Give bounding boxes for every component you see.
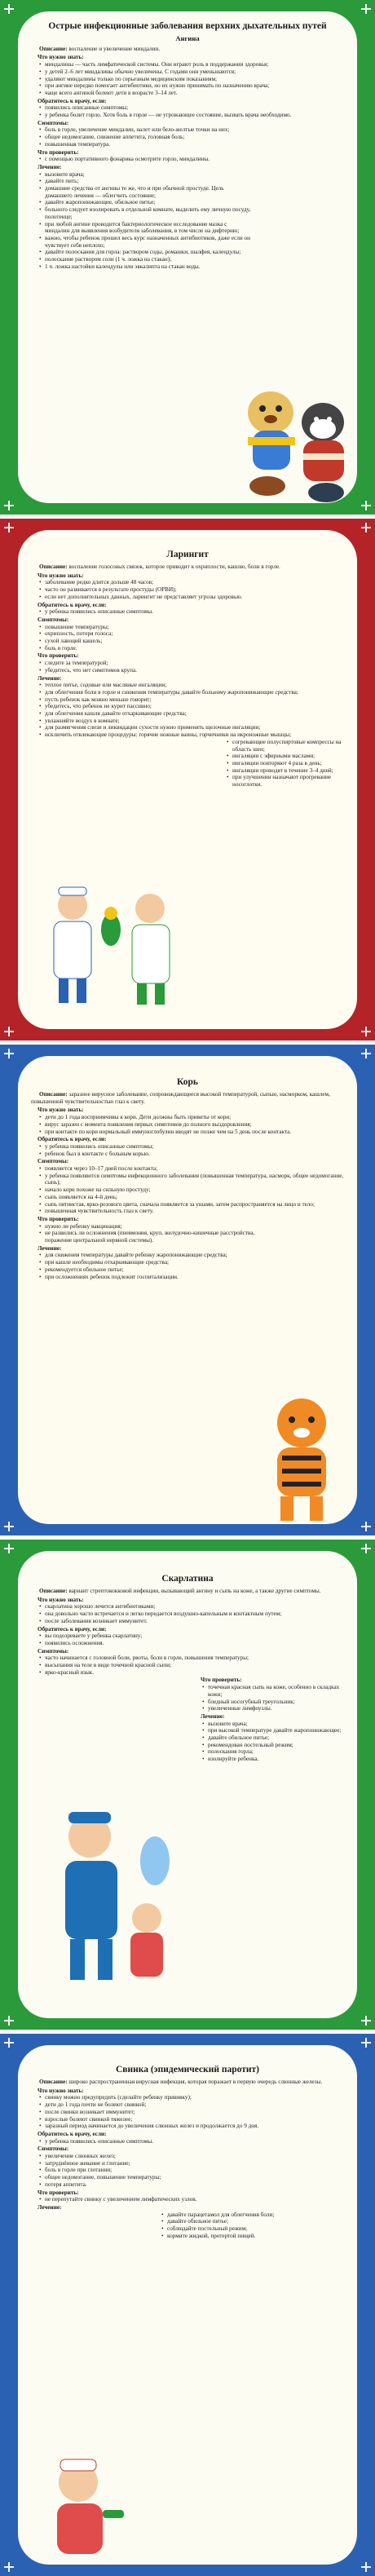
know-list: • миндалины — часть лимфатической системы. Они играют роль в поддержании здоровья; • у детей 2–6 лет миндалины обычно увеличены. С годами они уменьшаются; • удаляют миндалины только по серьезным медицинским показаниям; • при ангине нередко помогает антибиотики, но их нужно принимать по назначению врача; • чаще всего ангиной болеют дети в возрасте 3–14 лет. xyxy=(31,61,344,97)
corner-plus-icon xyxy=(4,501,14,510)
card-kor xyxy=(18,1056,357,1524)
section-heading: Обратитесь к врачу, если: xyxy=(38,2130,107,2137)
symptoms-list: • повышение температуры; • охриплость, потеря голоса; • сухой лающий кашель; • боль в горле. xyxy=(31,624,344,652)
section-heading: Что проверить: xyxy=(201,1677,242,1684)
corner-plus-icon xyxy=(361,2038,371,2048)
corner-plus-icon xyxy=(4,1544,14,1553)
doctor-list: • появились описанные симптомы; • у ребенка болит горло. Хотя боль в горле — не угрожающее состояние, вызвать врача необходимо. xyxy=(31,104,344,118)
corner-plus-icon xyxy=(361,1027,371,1036)
card-svinka-panel xyxy=(0,2034,375,2576)
corner-plus-icon xyxy=(4,2016,14,2026)
doctor-list: • вы подозреваете у ребенка скарлатину; • появились осложнения. xyxy=(31,1633,344,1646)
section-heading: Лечение: xyxy=(38,163,62,170)
corner-plus-icon xyxy=(4,4,14,14)
symptoms-list: • боль в горле, увеличение миндалин, налет или бело-желтые точки на них; • общее недомогание, снижение аппетита, головная боль; • повышенная температура. xyxy=(31,126,344,148)
card-scarlet-panel xyxy=(0,1540,375,2030)
section-heading: Что нужно знать: xyxy=(38,2087,84,2094)
corner-plus-icon xyxy=(361,1049,371,1058)
doctor-child-illustration xyxy=(33,1796,179,1999)
section-heading: Что проверить: xyxy=(38,652,79,660)
card-title: Острые инфекционные заболевания верхних дыхательных путей xyxy=(48,21,327,31)
description: Описание: воспаление и увеличение миндалин. xyxy=(39,45,161,52)
corner-plus-icon xyxy=(4,2038,14,2048)
treat-list-extra: • согревающие полуспиртовые компрессы на область шеи; • ингаляции с эфирными маслами; • ингаляции повторяют 4 раза в день; • ингаляции проводят в течение 3–4 дней; • при улучшении назначают прогревание носоглотки. xyxy=(218,739,344,789)
check-list: • нужно ли ребенку вакцинация; • не развились ли осложнения (пневмония, круп, желудочно-кишечные расстройства, поражение центральной нервной системы). xyxy=(31,1223,259,1244)
treat-list: • вызовите врача; • при высокой температуре давайте жаропонижающее; • давайте обильное питье; • рекомендован постельный режим; • полоскания горла; • изолируйте ребенка. xyxy=(194,1721,344,1763)
card-angina xyxy=(18,11,357,503)
section-heading: Симптомы: xyxy=(38,2145,69,2153)
section-heading: Лечение: xyxy=(38,2203,62,2211)
description: Описание: воспаление голосовых связок, которое приводит к охриплости, кашлю, боли в горле. xyxy=(39,563,280,570)
treat-list: • давайте парацетамол для облегчения боли; • давайте обильное питье; • соблюдайте постельный режим; • кормите жидкой, протертой пищей. xyxy=(153,2211,344,2240)
doctor-list: • у ребенка появились описанные симптомы. xyxy=(31,2138,344,2145)
treat-list: • вызовите врача; • давайте пить; • домашние средства от ангины те же, что и при обычной простуде. Цель домашнего лечения — облегчить состояние; • давайте жаропонижающие, обильное питье; • больного следует изолировать в отдельной комнате, выделить ему личную посуду, полотенце; • при любой ангине проводится бактериологическое исследование мазка с миндалин для выявления возбудителя заболевания, в том числе на дифтерию; • важно, чтобы ребенок прошел весь курс назначенных антибиотиков, даже если он чувствует себя неплохо; • давайте полоскания для горла: раствором соды, ромашки, шалфея, календулы; • полоскание раствором соли (1 ч. ложка на стакан); • 1 ч. ложка настойки календулы или эвкалипта на стакан воды. xyxy=(31,171,251,271)
know-list: • заболевание редко длится дольше 48 часов; • часто он развивается в результате простуды (ОРВИ); • если нет дополнительных данных, ларингит не представляет угрозы здоровью. xyxy=(31,579,344,600)
corner-plus-icon xyxy=(361,523,371,532)
check-list: • следите за температурой; • убедитесь, что нет симптомов крупа. xyxy=(31,660,344,674)
corner-plus-icon xyxy=(361,501,371,510)
corner-plus-icon xyxy=(361,2562,371,2572)
card-title: Корь xyxy=(177,1077,198,1087)
check-list: • с помощью портативного фонарика осмотрите горло, миндалины. xyxy=(31,156,344,163)
card-title: Скарлатина xyxy=(161,1574,214,1584)
section-heading: Что проверить: xyxy=(38,148,79,156)
card-title: Свинка (эпидемический паротит) xyxy=(116,2065,259,2074)
corner-plus-icon xyxy=(4,1522,14,1531)
section-heading: Что проверить: xyxy=(38,1215,79,1222)
card-angina-panel xyxy=(0,0,375,515)
tiger-illustration xyxy=(253,1390,351,1524)
know-list: • свинку можно предупредить (сделайте ребенку прививку); • дети до 1 года почти не болеют свинкой; • после свинки возникает иммунитет; • взрослые болеют свинкой тяжелее; • заразный период начинается до увеличения слюнных желез и продолжается до 9 дня. xyxy=(31,2094,344,2130)
section-heading: Лечение: xyxy=(38,674,62,682)
section-heading: Обратитесь к врачу, если: xyxy=(38,601,107,608)
section-heading: Лечение: xyxy=(38,1244,62,1252)
corner-plus-icon xyxy=(361,1522,371,1531)
doctor-list: • у ребенка появились описанные симптомы; • ребенок был в контакте с больным корью. xyxy=(31,1143,344,1157)
description: Описание: вариант стрептококковой инфекции, вызывающий ангину и сыпь на коже, а также другие симптомы. xyxy=(39,1588,321,1594)
corner-plus-icon xyxy=(4,1027,14,1036)
card-laringit xyxy=(18,530,357,1029)
section-heading: Обратитесь к врачу, если: xyxy=(38,1136,107,1143)
section-heading: Симптомы: xyxy=(38,1647,69,1655)
animals-illustration xyxy=(238,364,352,503)
section-heading: Лечение: xyxy=(201,1712,225,1720)
section-heading: Симптомы: xyxy=(38,1158,69,1165)
symptoms-list: • появляется через 10–17 дней после контакта; • у ребенка появляются симптомы инфекционного заболевания (повышенная температура, насморк, общее недомогание, сыпь); • начало кори похоже на сильную простуду; • сыпь появляется на 4-й день; • сыпь пятнистая, ярко-розового цвета, сначала появляется за ушами, затем распространяется на лицо и тело; • повышенная чувствительность глаз к свету. xyxy=(31,1165,344,1215)
section-heading: Что нужно знать: xyxy=(38,572,84,579)
card-kor-panel xyxy=(0,1045,375,1535)
section-heading: Что проверить: xyxy=(38,2189,79,2196)
section-heading: Симптомы: xyxy=(38,616,69,623)
card-subtitle: Ангина xyxy=(175,34,200,42)
doctor-list: • у ребенка появились описанные симптомы. xyxy=(31,608,344,616)
doctors-illustration xyxy=(36,881,199,1011)
treat-list: • теплое питье, содовые или масляные ингаляции; • для облегчения боли в горле и снижения температуры давайте больному жаропонижающие средства; • пусть ребенок как можно меньше говорит; • убедитесь, что ребенок не курит пассивно; • для облегчения кашля давайте отхаркивающие средства; • увлажняйте воздух в комнате; • для размягчения слизи и ликвидации сухости нужно применять щелочные ингаляции; • исключить отвлекающие процедуры: горячие ножные ванны, горчичники на икроножные мышцы; xyxy=(31,682,344,739)
section-heading: Обратитесь к врачу, если: xyxy=(38,97,107,104)
section-heading: Что нужно знать: xyxy=(38,1596,84,1603)
symptoms-list: • часто начинается с головной боли, рвоты, боли в горле, повышения температуры; • высыпания на теле в виде точечной красной сыпи; • ярко-красный язык. xyxy=(31,1655,344,1676)
treat-list: • для снижения температуры давайте ребенку жаропонижающие средства; • при кашле необходимы отхаркивающие средства; • рекомендуется обильное питье; • при осложнениях ребенок подлежит госпитализации. xyxy=(31,1252,259,1280)
card-scarlet xyxy=(18,1551,357,2018)
know-list: • скарлатина хорошо лечится антибиотиками; • она довольно часто встречается и легко передается воздушно-капельным и контактным путем; • после заболевания возникает иммунитет. xyxy=(31,1603,344,1624)
section-heading: Обратитесь к врачу, если: xyxy=(38,1625,107,1633)
corner-plus-icon xyxy=(4,2562,14,2572)
section-heading: Что нужно знать: xyxy=(38,1107,84,1114)
check-list: • не перепутайте свинку с увеличением лимфатических узлов. xyxy=(31,2196,344,2203)
section-heading: Симптомы: xyxy=(38,119,69,126)
section-heading: Что нужно знать: xyxy=(38,54,84,61)
description: Описание: заразное вирусное заболевание, сопровождающееся высокой температурой, сыпью, насморком, кашлем, повышенной чувствительностью глаз к свету. xyxy=(31,1091,330,1105)
corner-plus-icon xyxy=(361,1544,371,1553)
card-svinka xyxy=(18,2045,357,2565)
know-list: • дети до 1 года восприимчивы к кори. Дети должны быть привиты от кори; • вирус заразен с момента появления первых симптомов до полного выздоровления; • при контакте по кори нормальный иммуноглобулин вводят не позже чем на 5 день после контакта. xyxy=(31,1114,344,1135)
corner-plus-icon xyxy=(4,1049,14,1058)
description: Описание: широко распространенная вирусная инфекция, которая поражает в первую очередь слюнные железы. xyxy=(39,2079,323,2085)
check-list: • точечная красная сыпь на коже, особенно в складках кожи; • бледный носогубный треугольник; • увеличенные лимфоузлы. xyxy=(194,1684,344,1712)
corner-plus-icon xyxy=(361,4,371,14)
doctor-illustration xyxy=(29,2453,135,2565)
corner-plus-icon xyxy=(361,2016,371,2026)
card-laringit-panel xyxy=(0,519,375,1041)
card-title: Ларингит xyxy=(166,550,209,559)
symptoms-list: • увеличение слюнных желез; • затруднённое жевание и глотание; • боль в горле при глотании; • общее недомогание, повышение температуры; • потеря аппетита. xyxy=(31,2153,344,2189)
corner-plus-icon xyxy=(4,523,14,532)
